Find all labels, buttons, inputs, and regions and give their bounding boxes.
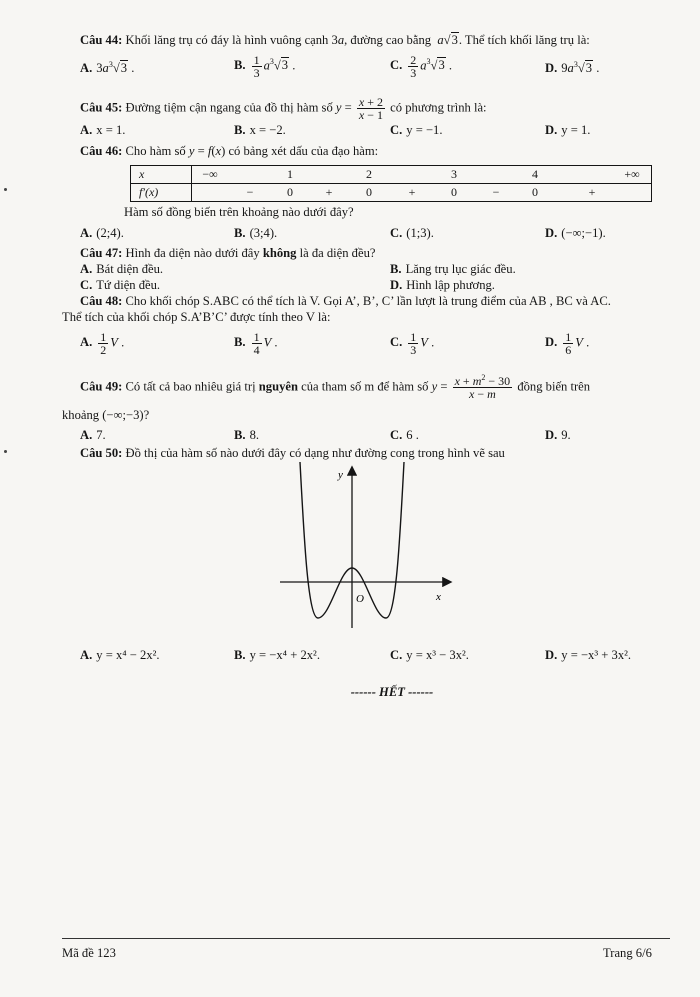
- scan-mark: [4, 450, 7, 453]
- end-marker: ------ HẾT ------: [350, 685, 434, 699]
- question-label: Câu 50:: [80, 446, 123, 460]
- footer-divider: [62, 938, 670, 939]
- option-c[interactable]: C. 6 .: [390, 428, 419, 442]
- option-d[interactable]: D. y = 1.: [545, 123, 591, 137]
- origin-label: O: [356, 593, 364, 605]
- question-text: có bảng xét dấu của đạo hàm:: [228, 144, 379, 158]
- question-text: Khối lăng trụ có đáy là hình vuông cạnh 3: [125, 33, 338, 47]
- question-44: Câu 44: Khối lăng trụ có đáy là hình vuông cạnh 3a, đường cao bằng a√3. Thể tích khối lăng trụ là:: [80, 33, 590, 47]
- option-b[interactable]: B. $\frac{1}{3}$ $a^3√3$ .: [234, 53, 296, 80]
- option-c[interactable]: C. $\frac{1}{3}$ V .: [390, 330, 435, 357]
- question-label: Câu 48:: [80, 294, 123, 308]
- question-text: Cho hàm số: [125, 144, 186, 158]
- sign-table: [130, 165, 652, 202]
- option-a[interactable]: A. y = x⁴ − 2x².: [80, 648, 160, 662]
- sign-table-x-row: −∞ 1 2 3 4 +∞: [202, 167, 640, 181]
- question-48: [80, 294, 611, 309]
- question-49: Câu 49: Có tất cả bao nhiêu giá trị nguyên của tham số m để hàm số y = $\frac{x + m^2 - 30}{x - m}$ đồng biến trên: [80, 373, 591, 401]
- option-d[interactable]: D. $9a^3√3$ .: [545, 59, 600, 75]
- option-c[interactable]: C. y = −1.: [390, 123, 443, 137]
- option-a[interactable]: A. x = 1.: [80, 123, 126, 137]
- option-c[interactable]: C. Tứ diện đều.: [80, 278, 161, 292]
- question-text: Đường tiệm cận ngang của đồ thị hàm số: [125, 100, 333, 115]
- question-45: Câu 45: Đường tiệm cận ngang của đồ thị hàm số y = $\frac{x + 2}{x - 1}$ có phương trình là:: [80, 95, 487, 122]
- option-b[interactable]: B. (3;4).: [234, 226, 278, 240]
- question-emphasis: nguyên: [258, 379, 298, 394]
- sign-table-sign-row: − 0 + 0 + 0 − 0 +: [246, 185, 596, 199]
- question-49-line2: khoảng (−∞;−3)?: [62, 408, 150, 422]
- page-number: Trang 6/6: [603, 946, 652, 960]
- question-emphasis: không: [262, 246, 297, 260]
- option-b[interactable]: B. 8.: [234, 428, 260, 442]
- option-a[interactable]: A. $3a^3√3$ .: [80, 59, 135, 75]
- question-label: Câu 46:: [80, 144, 123, 158]
- option-d[interactable]: D. $\frac{1}{6}$ V .: [545, 330, 590, 357]
- question-label: Câu 47:: [80, 246, 123, 260]
- question-text: là đa diện đều?: [299, 246, 376, 260]
- question-text: Cho khối chóp S.ABC có thể tích là V. Gọi A’, B’, C’ lần lượt là trung điểm của AB , BC và AC.: [125, 294, 611, 308]
- option-c[interactable]: C. y = x³ − 3x².: [390, 648, 469, 662]
- question-text: Có tất cả bao nhiêu giá trị: [125, 379, 256, 394]
- option-a[interactable]: A. 7.: [80, 428, 106, 442]
- option-c[interactable]: C. (1;3).: [390, 226, 434, 240]
- question-46: Câu 46: Cho hàm số y = f(x) có bảng xét dấu của đạo hàm:: [80, 144, 379, 158]
- question-text: Đồ thị của hàm số nào dưới đây có dạng như đường cong trong hình vẽ sau: [125, 446, 505, 460]
- question-text: Hình đa diện nào dưới đây: [125, 246, 260, 260]
- option-b[interactable]: B. Lăng trụ lục giác đều.: [390, 262, 516, 276]
- sign-table-derivative-label: f′(x): [131, 184, 192, 202]
- sign-table-x-label: x: [131, 166, 192, 184]
- option-b[interactable]: B. y = −x⁴ + 2x².: [234, 648, 320, 662]
- question-text: có phương trình là:: [390, 100, 487, 115]
- question-48-line2: Thể tích của khối chóp S.A’B’C’ được tính theo V là:: [62, 310, 331, 324]
- option-d[interactable]: D. y = −x³ + 3x².: [545, 648, 632, 662]
- option-a[interactable]: A. $\frac{1}{2}$ V .: [80, 330, 125, 357]
- option-d[interactable]: D. Hình lập phương.: [390, 278, 495, 292]
- option-d[interactable]: D. (−∞;−1).: [545, 226, 606, 240]
- question-label: Câu 45:: [80, 100, 123, 115]
- function-graph: [270, 458, 460, 630]
- question-text: của tham số m để hàm số: [301, 379, 429, 394]
- exam-code: Mã đề 123: [62, 946, 116, 960]
- question-text: đồng biến trên: [517, 379, 591, 394]
- question-46-prompt: Hàm số đồng biến trên khoảng nào dưới đây?: [124, 205, 354, 219]
- question-label: Câu 44:: [80, 33, 123, 47]
- question-text: , đường cao bằng: [344, 33, 432, 47]
- option-b[interactable]: B. x = −2.: [234, 123, 286, 137]
- option-d[interactable]: D. 9.: [545, 428, 571, 442]
- option-a[interactable]: A. (2;4).: [80, 226, 124, 240]
- axis-y-label: y: [338, 469, 343, 481]
- question-47: [80, 246, 375, 261]
- option-a[interactable]: A. Bát diện đều.: [80, 262, 164, 276]
- axis-x-label: x: [436, 591, 441, 603]
- question-text: . Thể tích khối lăng trụ là:: [458, 33, 590, 47]
- option-b[interactable]: B. $\frac{1}{4}$ V .: [234, 330, 278, 357]
- scan-mark: [4, 188, 7, 191]
- question-label: Câu 49:: [80, 379, 123, 394]
- option-c[interactable]: C. $\frac{2}{3}$ $a^3√3$ .: [390, 53, 453, 80]
